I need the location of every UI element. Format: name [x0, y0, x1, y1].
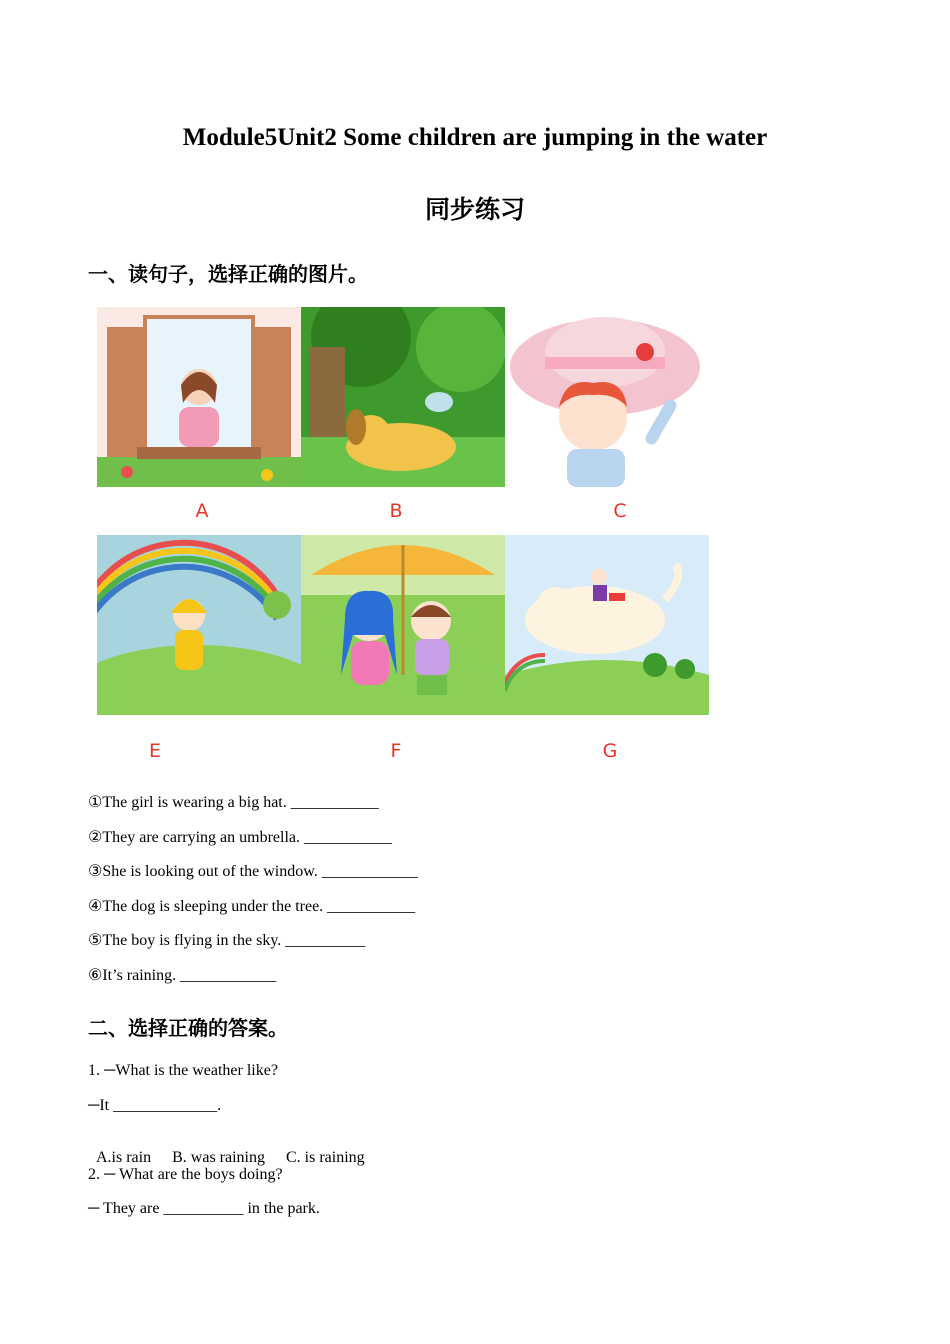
section1-heading: 一、读句子，选择正确的图片。: [88, 262, 368, 286]
picture-letter: G: [602, 740, 618, 762]
exercise-sentence-4: ④The dog is sleeping under the tree. ___________: [88, 898, 416, 915]
page-subtitle: 同步练习: [424, 195, 525, 224]
raining-child-picture: [97, 535, 301, 715]
exercise-sentence-5: ⑤The boy is flying in the sky. __________: [88, 932, 366, 949]
question-1-answer: ─It _____________.: [88, 1097, 222, 1114]
picture-letter: F: [390, 740, 402, 762]
exercise-sentence-2: ②They are carrying an umbrella. ___________: [88, 829, 393, 846]
section2-heading: 二、选择正确的答案。: [88, 1016, 288, 1040]
picture-letter: C: [613, 500, 627, 522]
picture-letter: E: [148, 740, 161, 762]
exercise-sentence-6: ⑥It’s raining. ____________: [88, 967, 277, 984]
page-title: Module5Unit2 Some children are jumping in the water: [182, 124, 768, 151]
picture-letter: B: [389, 500, 403, 522]
question-2: 2. ─ What are the boys doing?: [88, 1166, 283, 1183]
option-c: C. is raining: [285, 1149, 365, 1166]
picture-letter: A: [195, 500, 209, 522]
umbrella-children-picture: [301, 535, 505, 715]
exercise-sentence-1: ①The girl is wearing a big hat. ___________: [88, 794, 379, 811]
girl-big-hat-picture: [505, 307, 709, 487]
question-1-options: [88, 1131, 365, 1167]
girl-window-picture: [97, 307, 301, 487]
question-1: 1. ─What is the weather like?: [88, 1062, 278, 1079]
sleeping-dog-picture: [301, 307, 505, 487]
exercise-sentence-3: ③She is looking out of the window. ____________: [88, 863, 418, 880]
option-b: B. was raining: [172, 1149, 265, 1166]
question-2-answer: ─ They are __________ in the park.: [88, 1200, 320, 1217]
option-a: A.is rain: [96, 1149, 152, 1166]
flying-boy-picture: [505, 535, 709, 715]
